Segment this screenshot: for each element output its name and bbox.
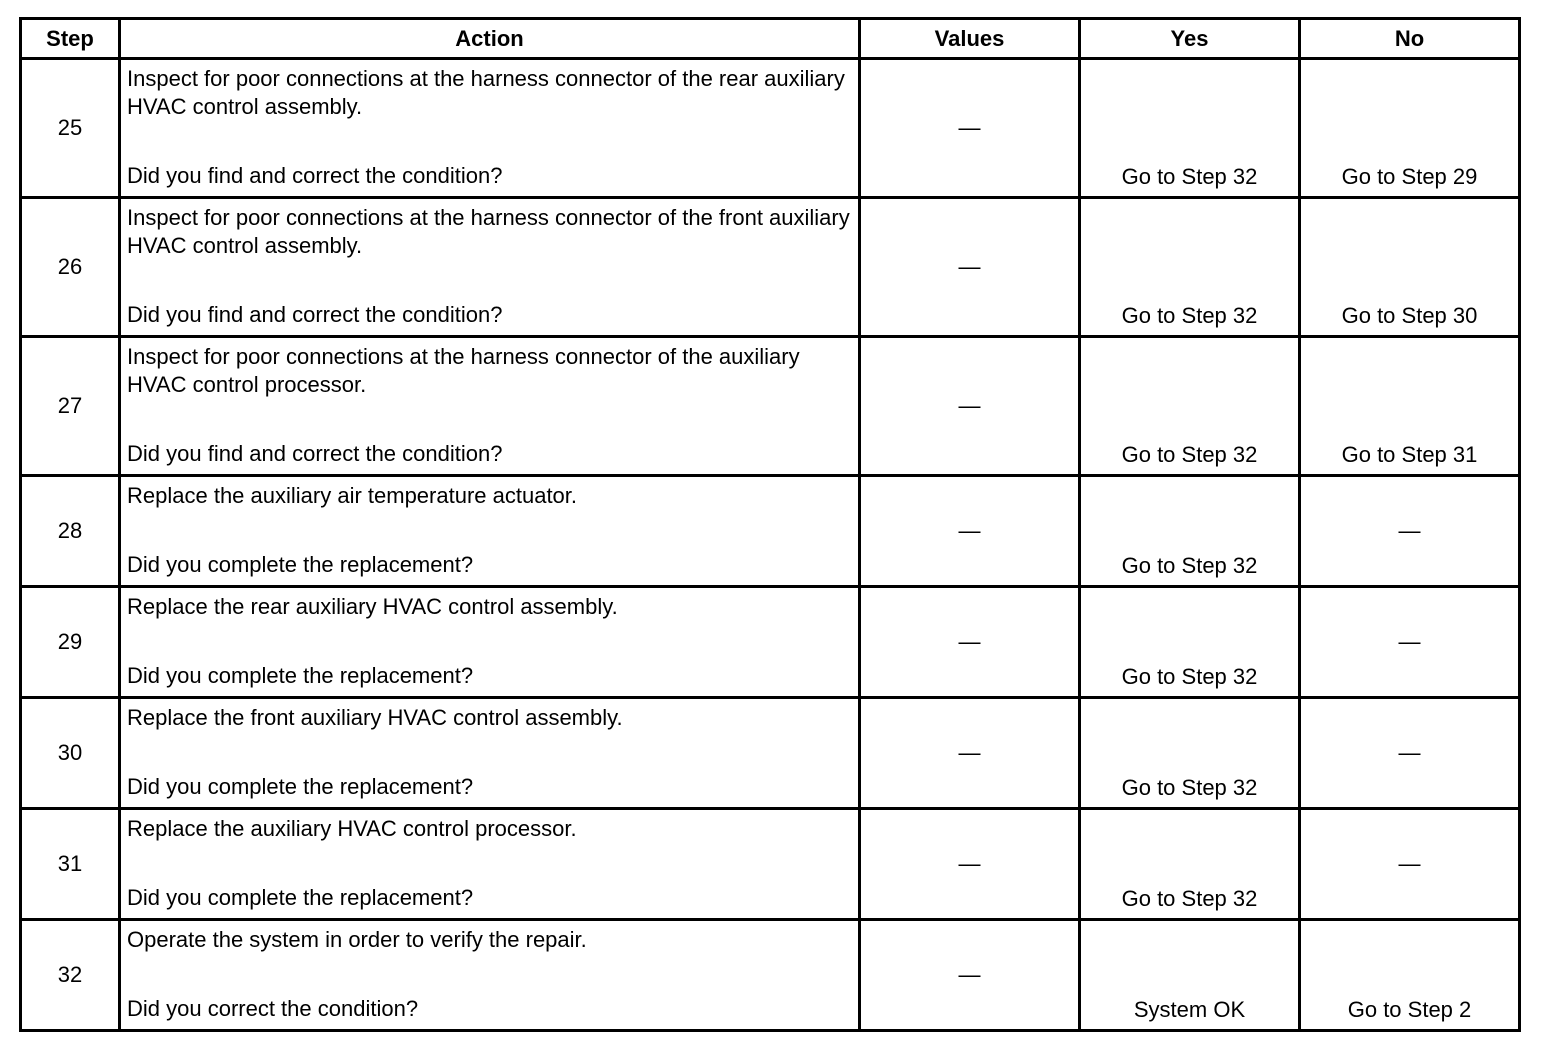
table-row	[21, 59, 1520, 198]
values-cell: —	[860, 587, 1080, 698]
step-number: 31	[21, 809, 120, 920]
header-action: Action	[120, 19, 860, 59]
table-row	[21, 809, 1520, 920]
table-row	[21, 198, 1520, 337]
step-number: 29	[21, 587, 120, 698]
header-no: No	[1300, 19, 1520, 59]
values-cell: —	[860, 59, 1080, 198]
action-instruction: Operate the system in order to verify the repair.	[127, 927, 587, 952]
action-question: Did you complete the replacement?	[127, 774, 474, 799]
action-instruction: Replace the auxiliary air temperature actuator.	[127, 483, 578, 508]
step-number: 30	[21, 698, 120, 809]
values-cell: —	[860, 337, 1080, 476]
yes-cell: Go to Step 32	[1080, 698, 1300, 809]
action-cell	[120, 59, 860, 198]
action-instruction: Replace the auxiliary HVAC control processor.	[127, 816, 577, 841]
diagnostic-table	[19, 17, 1521, 1032]
action-question: Did you correct the condition?	[127, 996, 419, 1021]
values-cell: —	[860, 476, 1080, 587]
table-row	[21, 476, 1520, 587]
action-instruction: Inspect for poor connections at the harness connector of the auxiliary HVAC control processor.	[127, 344, 800, 397]
action-question: Did you find and correct the condition?	[127, 441, 503, 466]
yes-cell: Go to Step 32	[1080, 337, 1300, 476]
step-number: 27	[21, 337, 120, 476]
values-cell: —	[860, 698, 1080, 809]
step-number: 25	[21, 59, 120, 198]
table-row	[21, 920, 1520, 1031]
action-cell	[120, 587, 860, 698]
header-yes: Yes	[1080, 19, 1300, 59]
action-question: Did you complete the replacement?	[127, 552, 474, 577]
action-cell	[120, 337, 860, 476]
yes-cell: Go to Step 32	[1080, 809, 1300, 920]
no-cell: —	[1300, 809, 1520, 920]
table-row	[21, 587, 1520, 698]
action-instruction: Replace the front auxiliary HVAC control assembly.	[127, 705, 623, 730]
action-instruction: Inspect for poor connections at the harness connector of the rear auxiliary HVAC control assembly.	[127, 66, 845, 119]
step-number: 26	[21, 198, 120, 337]
no-cell: —	[1300, 476, 1520, 587]
step-number: 32	[21, 920, 120, 1031]
action-instruction: Inspect for poor connections at the harness connector of the front auxiliary HVAC control assembly.	[127, 205, 850, 258]
action-cell	[120, 198, 860, 337]
values-cell: —	[860, 809, 1080, 920]
yes-cell: Go to Step 32	[1080, 59, 1300, 198]
action-question: Did you find and correct the condition?	[127, 163, 503, 188]
action-instruction: Replace the rear auxiliary HVAC control assembly.	[127, 594, 618, 619]
no-cell: —	[1300, 587, 1520, 698]
yes-cell: System OK	[1080, 920, 1300, 1031]
values-cell: —	[860, 198, 1080, 337]
action-question: Did you complete the replacement?	[127, 885, 474, 910]
action-question: Did you complete the replacement?	[127, 663, 474, 688]
action-cell	[120, 809, 860, 920]
header-step: Step	[21, 19, 120, 59]
action-cell	[120, 920, 860, 1031]
yes-cell: Go to Step 32	[1080, 587, 1300, 698]
yes-cell: Go to Step 32	[1080, 476, 1300, 587]
action-cell	[120, 698, 860, 809]
table-row	[21, 337, 1520, 476]
table-row	[21, 698, 1520, 809]
values-cell: —	[860, 920, 1080, 1031]
action-cell	[120, 476, 860, 587]
header-row	[21, 19, 1520, 59]
no-cell: Go to Step 2	[1300, 920, 1520, 1031]
header-values: Values	[860, 19, 1080, 59]
yes-cell: Go to Step 32	[1080, 198, 1300, 337]
no-cell: —	[1300, 698, 1520, 809]
no-cell: Go to Step 31	[1300, 337, 1520, 476]
no-cell: Go to Step 30	[1300, 198, 1520, 337]
action-question: Did you find and correct the condition?	[127, 302, 503, 327]
no-cell: Go to Step 29	[1300, 59, 1520, 198]
step-number: 28	[21, 476, 120, 587]
